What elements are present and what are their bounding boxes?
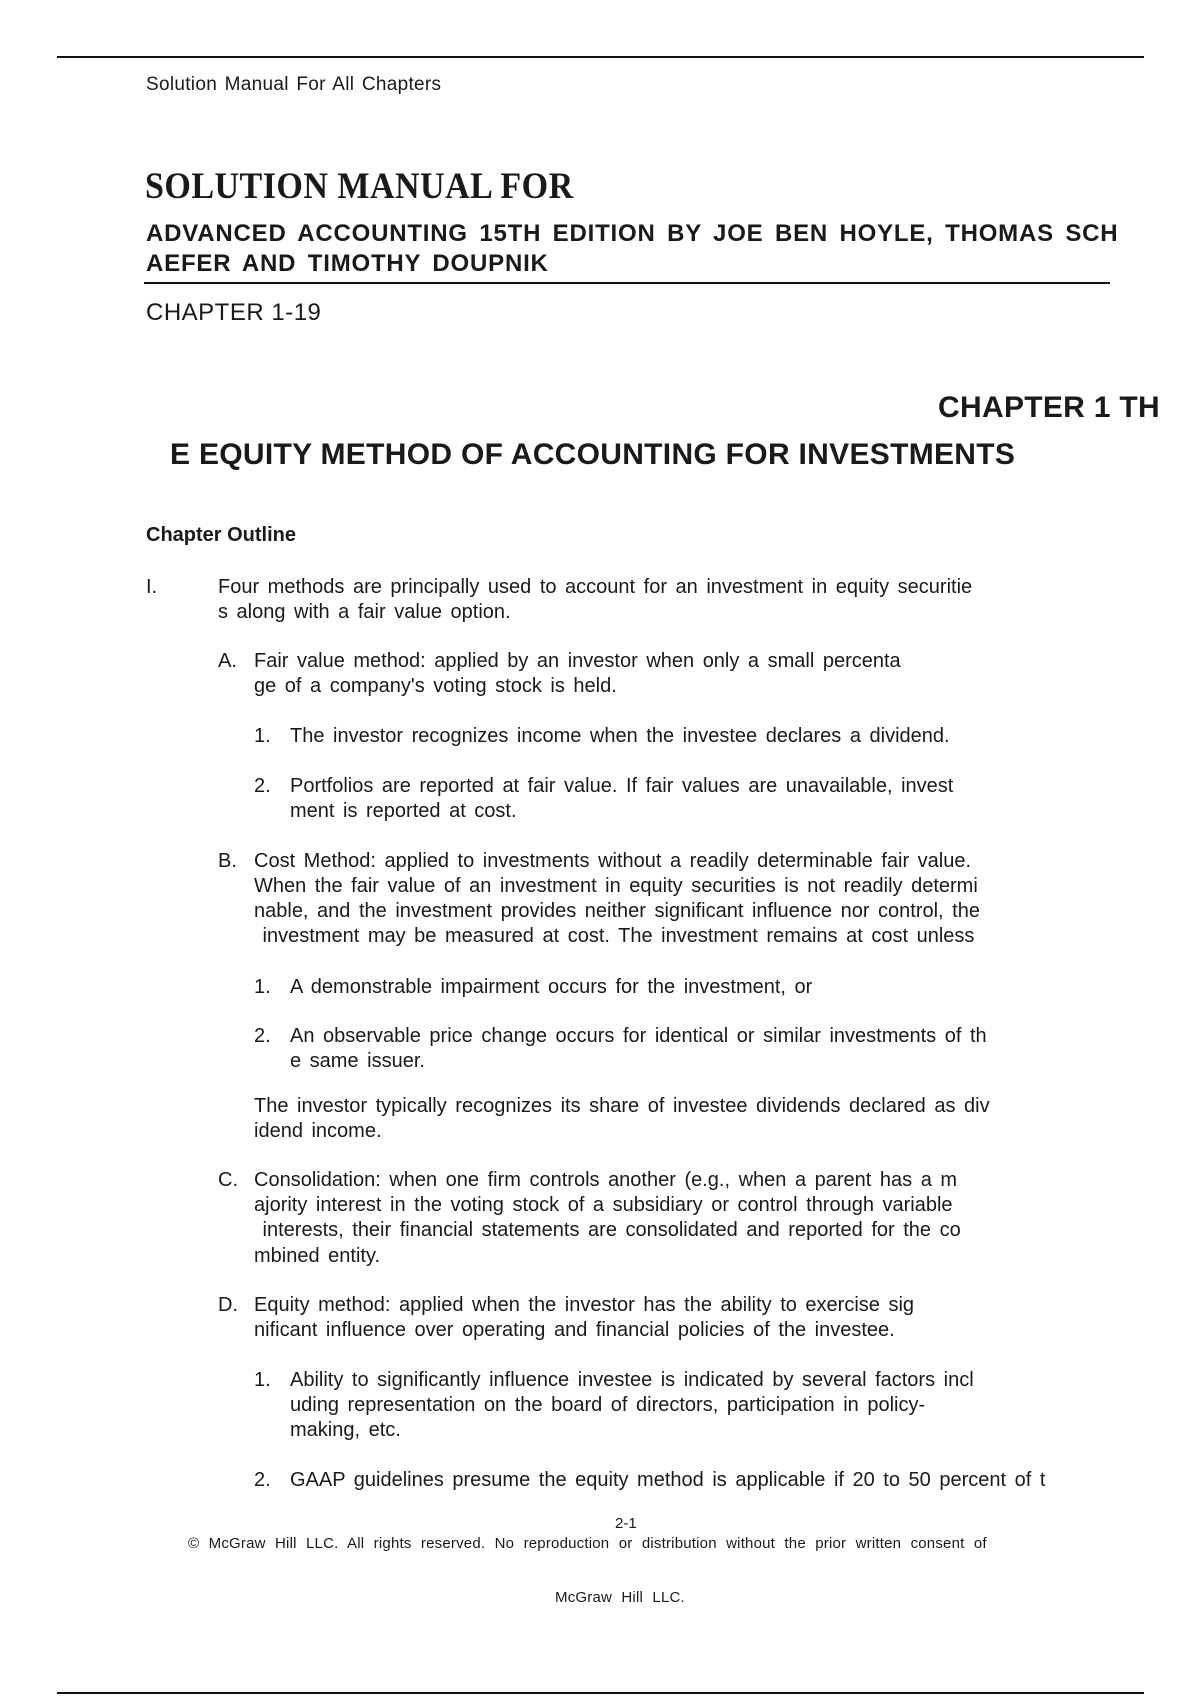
outline-marker-I: I. [146, 576, 158, 598]
outline-B-line-1: Cost Method: applied to investments without a readily determinable fair value. [254, 850, 972, 872]
outline-I-line-2: s along with a fair value option. [218, 601, 511, 623]
outline-B-item-1-marker: 1. [254, 976, 271, 998]
outline-A-item-2-marker: 2. [254, 775, 271, 797]
footer-copyright-line-2-clip [555, 1553, 715, 1606]
page-number: 2-1 [615, 1515, 637, 1532]
outline-D-item-1-line-2: uding representation on the board of directors, participation in policy- [290, 1394, 926, 1416]
outline-C-line-4: mbined entity. [254, 1245, 381, 1267]
outline-D-item-1-line-3: making, etc. [290, 1419, 401, 1441]
outline-B-item-2-line-2: e same issuer. [290, 1050, 425, 1072]
outline-B-line-4: investment may be measured at cost. The investment remains at cost unless [254, 925, 975, 947]
outline-B-note-line-2: idend income. [254, 1120, 382, 1142]
outline-B-item-2-line-1: An observable price change occurs for identical or similar investments of th [290, 1025, 987, 1047]
outline-B-item-2-marker: 2. [254, 1025, 271, 1047]
outline-D-item-2-marker: 2. [254, 1469, 271, 1491]
document-title: SOLUTION MANUAL FOR [145, 166, 574, 207]
outline-C-line-1: Consolidation: when one firm controls another (e.g., when a parent has a m [254, 1169, 958, 1191]
outline-A-line-1: Fair value method: applied by an investor when only a small percenta [254, 650, 901, 672]
outline-D-line-2: nificant influence over operating and financial policies of the investee. [254, 1319, 895, 1341]
footer-copyright-line-1: © McGraw Hill LLC. All rights reserved. No reproduction or distribution without the prior written consent of [188, 1535, 987, 1552]
outline-B-line-2: When the fair value of an investment in equity securities is not readily determi [254, 875, 978, 897]
outline-I-line-1: Four methods are principally used to account for an investment in equity securitie [218, 576, 973, 598]
outline-B-line-3: nable, and the investment provides neither significant influence nor control, the [254, 900, 980, 922]
chapter-range: CHAPTER 1-19 [146, 299, 322, 326]
outline-marker-C: C. [218, 1169, 238, 1191]
outline-B-note-line-1: The investor typically recognizes its share of investee dividends declared as div [254, 1095, 990, 1117]
outline-marker-B: B. [218, 850, 237, 872]
outline-A-item-2-line-2: ment is reported at cost. [290, 800, 517, 822]
running-header: Solution Manual For All Chapters [146, 74, 442, 95]
chapter-heading-line-2: E EQUITY METHOD OF ACCOUNTING FOR INVESTMENTS [170, 438, 1016, 471]
outline-D-item-2-line-1: GAAP guidelines presume the equity method is applicable if 20 to 50 percent of t [290, 1469, 1046, 1491]
chapter-heading-line-1: CHAPTER 1 TH [938, 391, 1160, 424]
outline-D-item-1-line-1: Ability to significantly influence investee is indicated by several factors incl [290, 1369, 974, 1391]
outline-A-item-1-marker: 1. [254, 725, 271, 747]
outline-A-line-2: ge of a company's voting stock is held. [254, 675, 617, 697]
chapter-outline-label: Chapter Outline [146, 524, 297, 546]
outline-D-item-1-marker: 1. [254, 1369, 271, 1391]
title-rule [144, 282, 1110, 284]
document-subtitle-line-2: AEFER AND TIMOTHY DOUPNIK [146, 250, 549, 277]
outline-C-line-3: interests, their financial statements are consolidated and reported for the co [254, 1219, 961, 1241]
outline-B-item-1-line-1: A demonstrable impairment occurs for the investment, or [290, 976, 813, 998]
bottom-rule [57, 1692, 1144, 1694]
outline-C-line-2: ajority interest in the voting stock of a subsidiary or control through variable [254, 1194, 953, 1216]
outline-A-item-2-line-1: Portfolios are reported at fair value. If fair values are unavailable, invest [290, 775, 954, 797]
footer-copyright-line-2: McGraw Hill LLC. [555, 1589, 685, 1606]
outline-marker-A: A. [218, 650, 237, 672]
outline-A-item-1-line-1: The investor recognizes income when the investee declares a dividend. [290, 725, 950, 747]
outline-D-line-1: Equity method: applied when the investor has the ability to exercise sig [254, 1294, 915, 1316]
outline-marker-D: D. [218, 1294, 238, 1316]
top-rule [57, 56, 1144, 58]
document-subtitle-line-1: ADVANCED ACCOUNTING 15TH EDITION BY JOE BEN HOYLE, THOMAS SCH [146, 220, 1119, 247]
